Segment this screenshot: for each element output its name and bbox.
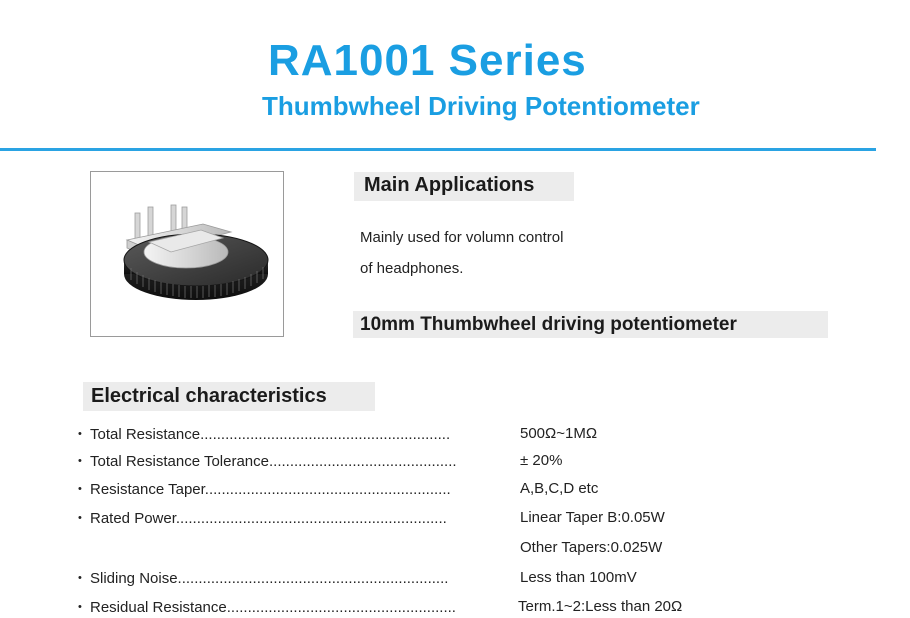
spec-leader: ....................................................... <box>226 599 456 616</box>
spec-label: Rated Power <box>90 510 176 527</box>
spec-value: Linear Taper B:0.05W <box>520 509 665 526</box>
electrical-characteristics-heading: Electrical characteristics <box>83 382 375 411</box>
spec-row-sliding-noise <box>78 569 448 588</box>
spec-label: Resistance Taper <box>90 481 205 498</box>
page-title: RA1001 Series <box>268 36 587 85</box>
spec-value: Other Tapers:0.025W <box>520 539 663 556</box>
header-divider <box>0 148 876 151</box>
spec-row-residual-resistance <box>78 598 456 617</box>
thumbwheel-potentiometer-icon <box>91 172 285 338</box>
page-subtitle: Thumbwheel Driving Potentiometer <box>262 91 700 121</box>
bullet: • <box>78 512 82 524</box>
spec-row-tolerance <box>78 452 457 471</box>
product-banner-heading: 10mm Thumbwheel driving potentiometer <box>353 311 828 338</box>
spec-value: Term.1~2:Less than 20Ω <box>518 598 683 615</box>
bullet: • <box>78 601 82 613</box>
spec-value: Less than 100mV <box>520 569 637 586</box>
spec-row-total-resistance <box>78 425 450 444</box>
main-applications-heading: Main Applications <box>354 172 574 201</box>
spec-label: Residual Resistance <box>90 599 227 616</box>
spec-leader: ................................................................. <box>175 510 447 527</box>
spec-leader: ............................................................ <box>200 426 451 443</box>
spec-value: ± 20% <box>520 452 563 469</box>
spec-leader: ............................................. <box>269 453 457 470</box>
bullet: • <box>78 572 82 584</box>
application-line: Mainly used for volumn control <box>360 229 564 246</box>
spec-label: Total Resistance Tolerance <box>90 453 269 470</box>
spec-value: A,B,C,D etc <box>520 480 599 497</box>
bullet: • <box>78 483 82 495</box>
application-line: of headphones. <box>360 260 464 277</box>
bullet: • <box>78 455 82 467</box>
spec-label: Sliding Noise <box>90 570 178 587</box>
product-photo-frame <box>90 171 284 337</box>
spec-value: 500Ω~1MΩ <box>520 425 598 442</box>
spec-row-taper <box>78 480 451 499</box>
spec-leader: ........................................................... <box>204 481 451 498</box>
spec-label: Total Resistance <box>90 426 201 443</box>
spec-row-rated-power <box>78 509 447 528</box>
bullet: • <box>78 428 82 440</box>
spec-leader: ................................................................. <box>177 570 449 587</box>
